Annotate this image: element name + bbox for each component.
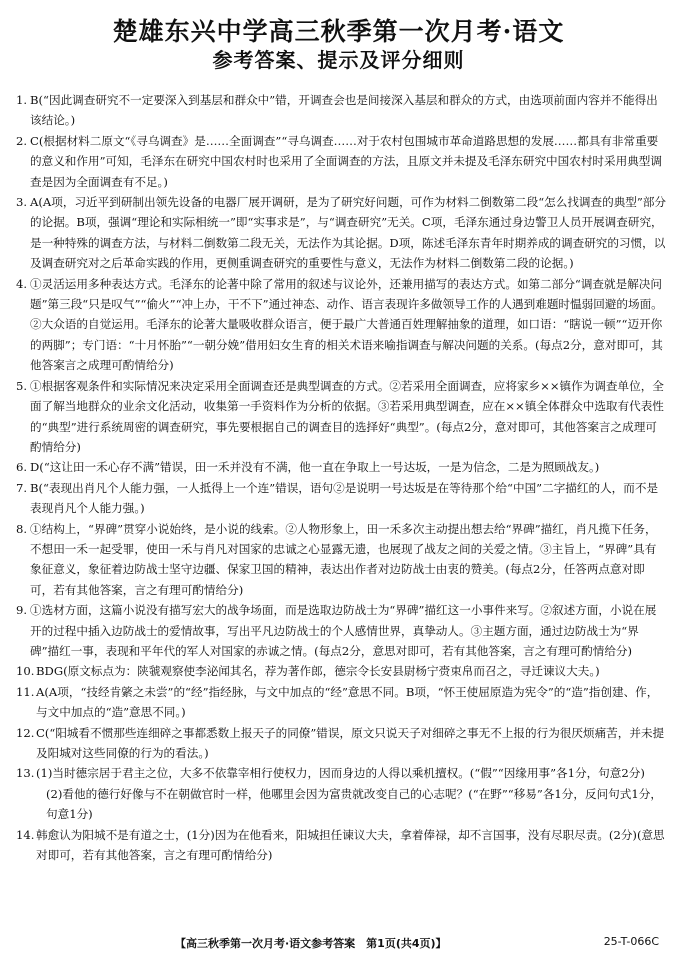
answer-item-9 — [16, 600, 666, 661]
footer-code: 25-T-066C — [603, 935, 659, 948]
document-subtitle: 参考答案、提示及评分细则 — [212, 48, 465, 72]
answer-item-13 — [16, 763, 666, 824]
answer-text: D(“这让田一禾心存不满”错误，田一禾并没有不满，他一直在争取上一号达坂，一是为信念，二是为照顾战友。) — [30, 460, 600, 475]
answer-item-8 — [16, 519, 666, 601]
answer-number: 2. — [16, 133, 28, 148]
answer-item-11 — [16, 682, 666, 723]
answer-text: B(“因此调查研究不一定要深入到基层和群众中”错，开调查会也是间接深入基层和群众的方式，由选项前面内容并不能得出该结论。) — [30, 93, 658, 128]
answer-item-5 — [16, 376, 666, 458]
answer-number: 13. — [16, 766, 35, 781]
footer-page-info: 【高三秋季第一次月考·语文参考答案 第1页(共4页)】 — [175, 937, 447, 950]
answer-item-1 — [16, 90, 666, 131]
answer-item-6 — [16, 457, 666, 477]
answer-text: ①灵活运用多种表达方式。毛泽东的论著中除了常用的叙述与议论外，还兼用描写的表达方式。如第二部分“调查就是解决问题”第三段“只是叹气”“偷火”“冲上办，干不下”通过神态、动作、语言表现许多做领导工作的人遇到难题时愠弱回避的场面。②大众语的自觉运用。毛泽东的论著大量吸收群众语言，便于最广大普通百姓理解抽象的道理，如口语：“瞎说一顿”“迈开你的两脚”；专门语：“十月怀胎”“一朝分娩”借用妇女生育的相关术语来喻指调查与解决问题的关系。(每点2分，意对即可，其他答案言之成理可酌情给分) — [30, 276, 663, 373]
answer-text: BDG(原文标点为：陕虢观察使李泌闻其名，荐为著作郎，德宗令长安县尉杨宁赍束帛而召之，寻迁谏议大夫。) — [36, 664, 600, 679]
answer-number: 4. — [16, 276, 28, 291]
answer-item-7 — [16, 478, 666, 519]
answer-text: ①选材方面，这篇小说没有描写宏大的战争场面，而是选取边防战士为“界碑”描红这一小事件来写。②叙述方面，小说在展开的过程中插入边防战士的爱情故事，写出平凡边防战士的个人感情世界，真挚动人。③主题方面，通过边防战士为“界碑”描红一事，表现和平年代的军人对国家的赤诚之情。(每点2分，意思对即可，若有其他答案，言之有理可酌情给分) — [30, 603, 657, 658]
answer-item-2 — [16, 131, 666, 192]
answer-text: A(A项，“技经肯綮之未尝”的“经”指经脉，与文中加点的“经”意思不同。B项，“怀王使屈原造为宪令”的“造”指创建、作，与文中加点的“造”意思不同。) — [36, 684, 659, 720]
answer-item-3 — [16, 192, 666, 274]
answer-text: C(“阳城看不惯那些连细碎之事都悉数上报天子的同僚”错误，原文只说天子对细碎之事无不上报的行为很厌烦痛苦，并未提及阳城对这些同僚的行为的看法。) — [36, 725, 665, 760]
answer-item-10 — [16, 661, 666, 681]
answer-number: 1. — [16, 93, 28, 107]
answer-number: 7. — [16, 480, 28, 495]
answer-text: ①根据客观条件和实际情况来决定采用全面调查还是典型调查的方式。②若采用全面调查，应将家乡××镇作为调查单位，全面了解当地群众的业余文化活动，收集第一手资料作为分析的依据。③若采用典型调查，应在××镇全体群众中选取有代表性的“典型”进行系统周密的调查研究，事先要根据自己的调查目的选择好“典型”。(每点2分，意对即可，其他答案言之成理可酌情给分) — [30, 378, 664, 454]
answer-text: B(“表现出肖凡个人能力强，一人抵得上一个连”错误，语句②是说明一号达坂是在等待那个给“中国”二字描红的人，而不是表现肖凡个人能力强。) — [30, 480, 659, 516]
answer-item-14 — [16, 825, 666, 866]
answer-subtext: (2)看他的德行好像与不在朝做官时一样，他哪里会因为富贵就改变自己的心志呢？(“在野”“移易”各1分，反问句式1分，句意1分) — [46, 786, 662, 822]
document-title: 楚雄东兴中学高三秋季第一次月考·语文 — [112, 17, 565, 46]
answer-number: 10. — [16, 664, 35, 679]
answer-number: 3. — [16, 195, 28, 210]
answer-item-4 — [16, 274, 666, 376]
answer-text: 韩愈认为阳城不是有道之士，(1分)因为在他看来，阳城担任谏议大夫，拿着俸禄，却不言国事，没有尽职尽责。(2分)(意思对即可，若有其他答案，言之有理可酌情给分) — [36, 827, 665, 863]
answer-text: C(根据材料二原文“《寻乌调查》是……全面调查”“寻乌调查……对于农村包围城市革命道路思想的发展……都具有非常重要的意义和作用”可知，毛泽东在研究中国农村时也采用了全面调查的方法，且原文并未提及毛泽东研究中国农村时采用典型调查是因为全面调查有不足。) — [30, 133, 662, 189]
answer-text: A(A项，习近平到研制出领先设备的电器厂展开调研，是为了研究好问题，可作为材料二倒数第二段“怎么找调查的典型”部分的论据。B项，强调“理论和实际相统一”即“实事求是”，与“调查研究”无关。C项，毛泽东通过身边警卫人员开展调查研究，是一种特殊的调查方法，与材料二倒数第二段无关，无法作为其论据。D项，陈述毛泽东青年时期养成的调查研究的习惯，以及调查研究对之后革命实践的作用，更侧重调查研究的重要性与意义，无法作为材料二倒数第二段的论据。) — [30, 195, 667, 271]
answer-number: 14. — [16, 827, 35, 842]
answer-number: 11. — [16, 684, 35, 699]
answer-item-12 — [16, 723, 666, 764]
answer-number: 9. — [16, 603, 28, 618]
answer-number: 6. — [16, 460, 28, 475]
answer-text: (1)当时德宗居于君主之位，大多不依靠宰相行使权力，因而身边的人得以乘机擅权。(“假”“因缘用事”各1分，句意2分) — [36, 766, 645, 781]
answer-number: 5. — [16, 378, 28, 393]
answer-text: ①结构上，“界碑”贯穿小说始终，是小说的线索。②人物形象上，田一禾多次主动提出想去给“界碑”描红，肖凡揽下任务，不想田一禾一起受罪，使田一禾与肖凡对国家的忠诚之心显露无遗，也展现了战友之间的关爱之情。③主旨上，“界碑”具有象征意义，象征着边防战士坚守边疆、保家卫国的精神，表达出作者对边防战士由衷的赞美。(每点2分，任答两点意对即可，若有其他答案，言之有理可酌情给分) — [30, 521, 657, 597]
answer-number: 8. — [16, 521, 28, 536]
answer-list — [16, 90, 666, 865]
answer-number: 12. — [16, 725, 35, 740]
